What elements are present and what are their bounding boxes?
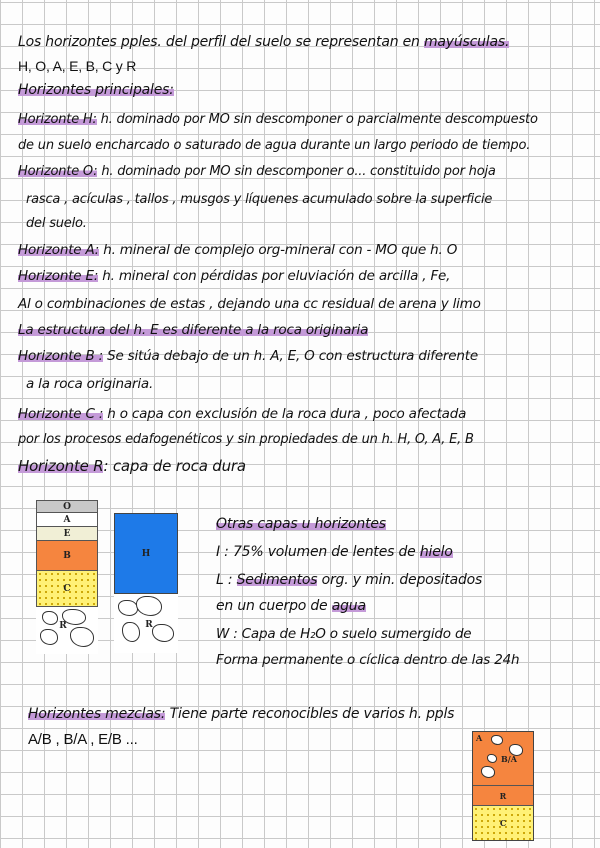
others-w-line2: Forma permanente o cíclica dentro de las 24h xyxy=(216,652,520,668)
horizon-b-line1: Horizonte B : Se sitúa debajo de un h. A, E, O con estructura diferente xyxy=(18,348,478,364)
rock-icon xyxy=(152,624,174,642)
horizon-o-line3: del suelo. xyxy=(26,216,87,231)
others-title: Otras capas u horizontes xyxy=(216,516,386,532)
others-l-line1: L : Sedimentos org. y min. depositados xyxy=(216,572,483,588)
layer-c-3: C xyxy=(473,806,533,840)
soil-profile-diagram-1 xyxy=(36,500,98,654)
layer-b: B xyxy=(36,541,98,571)
horizon-o-line1: Horizonte O: h. dominado por MO sin descomponer o... constituido por hoja xyxy=(18,164,496,179)
others-i: I : 75% volumen de lentes de hielo xyxy=(216,544,453,560)
rock-icon xyxy=(122,622,140,642)
rock-icon xyxy=(70,627,94,647)
layer-b-a xyxy=(473,732,533,786)
horizon-h-line1: Horizonte H: h. dominado por MO sin descomponer o parcialmente descompuesto xyxy=(18,112,538,127)
rock-icon xyxy=(487,754,497,763)
rock-icon xyxy=(136,596,162,616)
horizon-b-line2: a la roca originaria. xyxy=(26,376,154,392)
others-w-line1: W : Capa de H₂O o suelo sumergido de xyxy=(216,626,472,642)
rock-icon xyxy=(491,735,503,745)
soil-profile-diagram-2 xyxy=(114,513,178,653)
layer-e: E xyxy=(36,527,98,541)
horizon-c-line1: Horizonte C : h o capa con exclusión de la roca dura , poco afectada xyxy=(18,406,467,422)
horizon-a-line1: Horizonte A: h. mineral de complejo org-mineral con - MO que h. O xyxy=(18,242,458,258)
layer-ba-label: B/A xyxy=(501,753,517,764)
mixed-title-line: Horizontes mezclas: Tiene parte reconocibles de varios h. ppls xyxy=(28,706,455,722)
intro-line-1 xyxy=(18,32,509,52)
rock-icon xyxy=(40,629,58,645)
rock-icon xyxy=(42,611,58,625)
layer-r-label: R xyxy=(59,621,67,631)
mixed-examples: A/B , B/A , E/B ... xyxy=(28,731,138,748)
layer-r xyxy=(36,607,98,654)
rock-icon xyxy=(481,766,495,778)
layer-r-2 xyxy=(114,594,178,653)
mayusculas-highlight: mayúsculas. xyxy=(423,34,510,50)
layer-a-label: A xyxy=(476,733,483,743)
others-l-line2: en un cuerpo de agua xyxy=(216,598,366,614)
horizon-r-line1: Horizonte R: capa de roca dura xyxy=(18,457,246,475)
horizon-e-line2: Al o combinaciones de estas , dejando una cc residual de arena y limo xyxy=(18,296,481,312)
horizon-o-line2: rasca , acículas , tallos , musgos y líquenes acumulado sobre la superficie xyxy=(26,192,493,207)
layer-r-2-label: R xyxy=(145,620,153,630)
horizon-list: H, O, A, E, B, C y R xyxy=(18,58,137,74)
horizon-c-line2: por los procesos edafogenéticos y sin propiedades de un h. H, O, A, E, B xyxy=(18,432,474,447)
layer-a: A xyxy=(36,513,98,527)
layer-r-3: R xyxy=(473,786,533,806)
layer-c: C xyxy=(36,571,98,607)
principal-title: Horizontes principales: xyxy=(18,82,174,98)
rock-icon xyxy=(118,600,138,616)
intro-text: Los horizontes pples. del perfil del suelo se representan en xyxy=(18,34,424,50)
horizon-e-line3: La estructura del h. E es diferente a la roca originaria xyxy=(18,322,369,338)
layer-o: O xyxy=(36,500,98,513)
layer-h: H xyxy=(114,513,178,594)
horizon-h-line2: de un suelo encharcado o saturado de agua durante un largo periodo de tiempo. xyxy=(18,138,531,153)
horizon-e-line1: Horizonte E: h. mineral con pérdidas por eluviación de arcilla , Fe, xyxy=(18,268,451,284)
soil-profile-diagram-3 xyxy=(472,731,534,841)
